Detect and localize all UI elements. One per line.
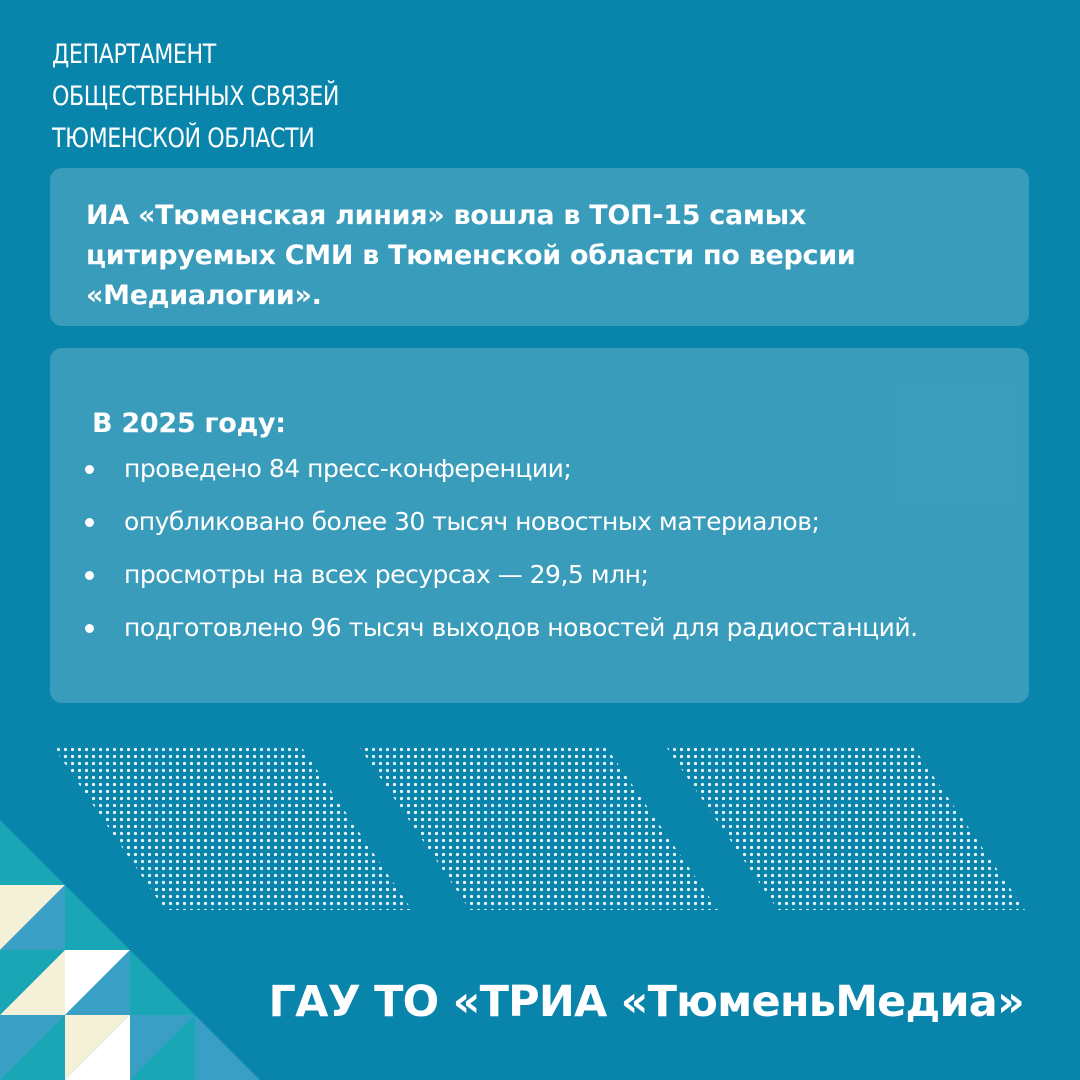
stats-card [50,348,1029,703]
stats-item-text: подготовлено 96 тысяч выходов новостей для радиостанций. [124,613,918,642]
organization-name: ГАУ ТО «ТРИА «ТюменьМедиа» [268,977,1024,1027]
headline-line-1: ИА «Тюменская линия» вошла в ТОП-15 самых [86,200,806,231]
bullet-icon [85,465,94,474]
department-header [52,34,339,160]
stats-item-text: просмотры на всех ресурсах — 29,5 млн; [124,560,649,589]
department-line-1: ДЕПАРТАМЕНТ [52,39,216,70]
list-item [92,560,1009,590]
list-item [92,454,1009,484]
list-item [92,507,1009,537]
stats-title: В 2025 году: [92,408,286,439]
department-line-2: ОБЩЕСТВЕННЫХ СВЯЗЕЙ [52,81,340,112]
triangle-mosaic-decoration [0,820,260,1080]
bullet-icon [85,518,94,527]
stats-item-text: проведено 84 пресс-конференции; [124,454,572,483]
dotted-stripe-2 [358,745,718,910]
stats-list [92,454,1009,643]
bullet-icon [85,624,94,633]
department-line-3: ТЮМЕНСКОЙ ОБЛАСТИ [52,123,315,154]
list-item [92,613,1009,643]
headline-line-3: «Медиалогии». [86,280,322,311]
bullet-icon [85,571,94,580]
headline-card [50,168,1029,326]
stats-item-text: опубликовано более 30 тысяч новостных материалов; [124,507,820,536]
headline-line-2: цитируемых СМИ в Тюменской области по версии [86,240,856,271]
dotted-stripe-3 [665,745,1025,910]
